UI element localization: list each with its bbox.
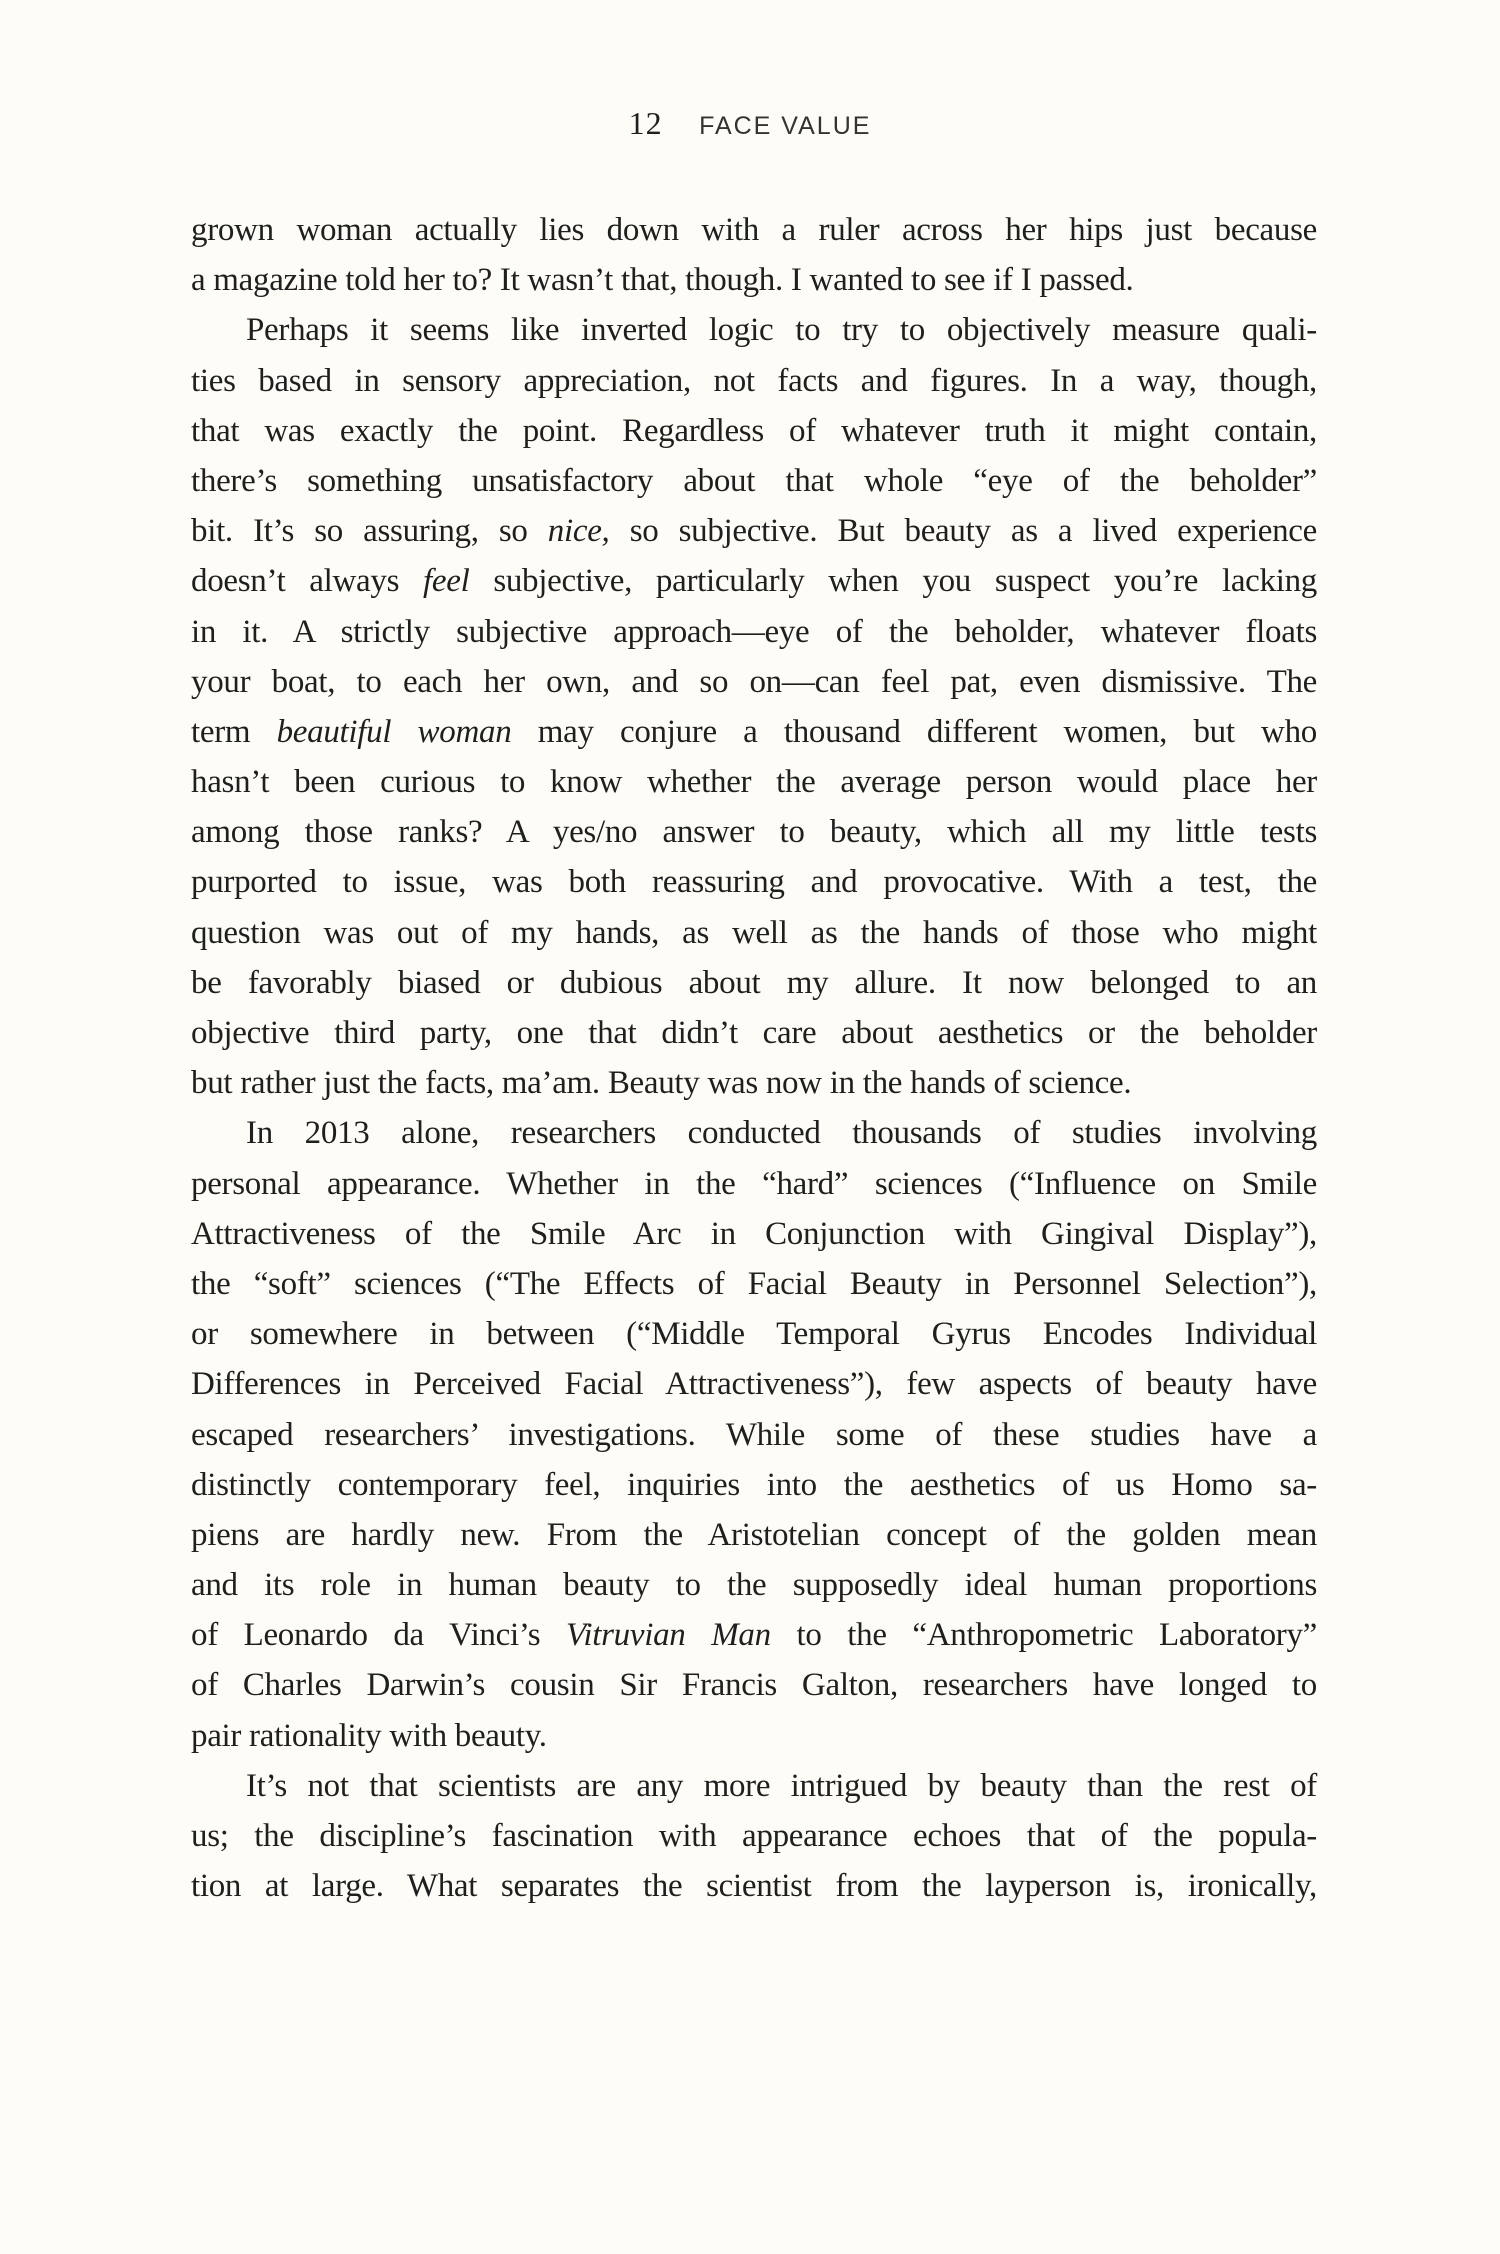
text-line: Differences in Perceived Facial Attractiveness”), few aspects of beauty have (191, 1366, 1317, 1403)
text-line: doesn’t always feel subjective, particularly when you suspect you’re lacking (191, 563, 1317, 600)
text-line: term beautiful woman may conjure a thousand different women, but who (191, 713, 1317, 750)
italic-emphasis: beautiful woman (276, 713, 512, 750)
text-line: hasn’t been curious to know whether the average person would place her (191, 764, 1317, 801)
text-line: purported to issue, was both reassuring and provocative. With a test, the (191, 864, 1317, 901)
text-line: in it. A strictly subjective approach—eye of the beholder, whatever floats (191, 613, 1317, 650)
text-line: bit. It’s so assuring, so nice, so subjective. But beauty as a lived experience (191, 513, 1317, 550)
text-line: It’s not that scientists are any more intrigued by beauty than the rest of (246, 1767, 1317, 1804)
italic-emphasis: Vitruvian Man (565, 1617, 771, 1654)
text-line: piens are hardly new. From the Aristotelian concept of the golden mean (191, 1516, 1317, 1553)
page-number: 12 (628, 105, 663, 141)
text-line: grown woman actually lies down with a ruler across her hips just because (191, 212, 1317, 248)
text-line: distinctly contemporary feel, inquiries into the aesthetics of us Homo sa- (191, 1466, 1317, 1503)
text-line: In 2013 alone, researchers conducted thousands of studies involving (246, 1115, 1317, 1152)
text-line: that was exactly the point. Regardless of whatever truth it might contain, (191, 412, 1317, 449)
text-line: Perhaps it seems like inverted logic to try to objectively measure quali- (246, 312, 1317, 349)
text-line: or somewhere in between (“Middle Temporal Gyrus Encodes Individual (191, 1316, 1317, 1353)
italic-emphasis: nice, (547, 513, 610, 550)
text-line: your boat, to each her own, and so on—can feel pat, even dismissive. The (191, 663, 1317, 700)
text-line: escaped researchers’ investigations. While some of these studies have a (191, 1416, 1317, 1453)
body-text (191, 205, 1317, 1911)
text-line: of Charles Darwin’s cousin Sir Francis Galton, researchers have longed to (191, 1667, 1317, 1704)
text-line: ties based in sensory appreciation, not facts and figures. In a way, though, (191, 362, 1317, 399)
text-line: objective third party, one that didn’t care about aesthetics or the beholder (191, 1015, 1317, 1051)
text-line: the “soft” sciences (“The Effects of Facial Beauty in Personnel Selection”), (191, 1265, 1317, 1302)
text-line: and its role in human beauty to the supposedly ideal human proportions (191, 1567, 1317, 1604)
text-line: personal appearance. Whether in the “hard” sciences (“Influence on Smile (191, 1165, 1317, 1202)
text-line: question was out of my hands, as well as the hands of those who might (191, 914, 1317, 951)
text-line: be favorably biased or dubious about my allure. It now belonged to an (191, 964, 1317, 1001)
text-line: tion at large. What separates the scientist from the layperson is, ironically, (191, 1868, 1317, 1905)
text-line: there’s something unsatisfactory about that whole “eye of the beholder” (191, 462, 1317, 499)
book-title: FACE VALUE (699, 112, 872, 140)
text-line: but rather just the facts, ma’am. Beauty was now in the hands of science. (191, 1065, 1132, 1102)
text-line: Attractiveness of the Smile Arc in Conjunction with Gingival Display”), (191, 1215, 1317, 1252)
text-line: us; the discipline’s fascination with appearance echoes that of the popula- (191, 1818, 1317, 1854)
text-line: of Leonardo da Vinci’s Vitruvian Man to the “Anthropometric Laboratory” (191, 1617, 1318, 1654)
italic-emphasis: feel (423, 563, 470, 600)
text-line: pair rationality with beauty. (191, 1717, 547, 1754)
text-line: a magazine told her to? It wasn’t that, though. I wanted to see if I passed. (191, 262, 1134, 299)
running-head (0, 105, 1500, 142)
text-line: among those ranks? A yes/no answer to beauty, which all my little tests (191, 814, 1317, 851)
